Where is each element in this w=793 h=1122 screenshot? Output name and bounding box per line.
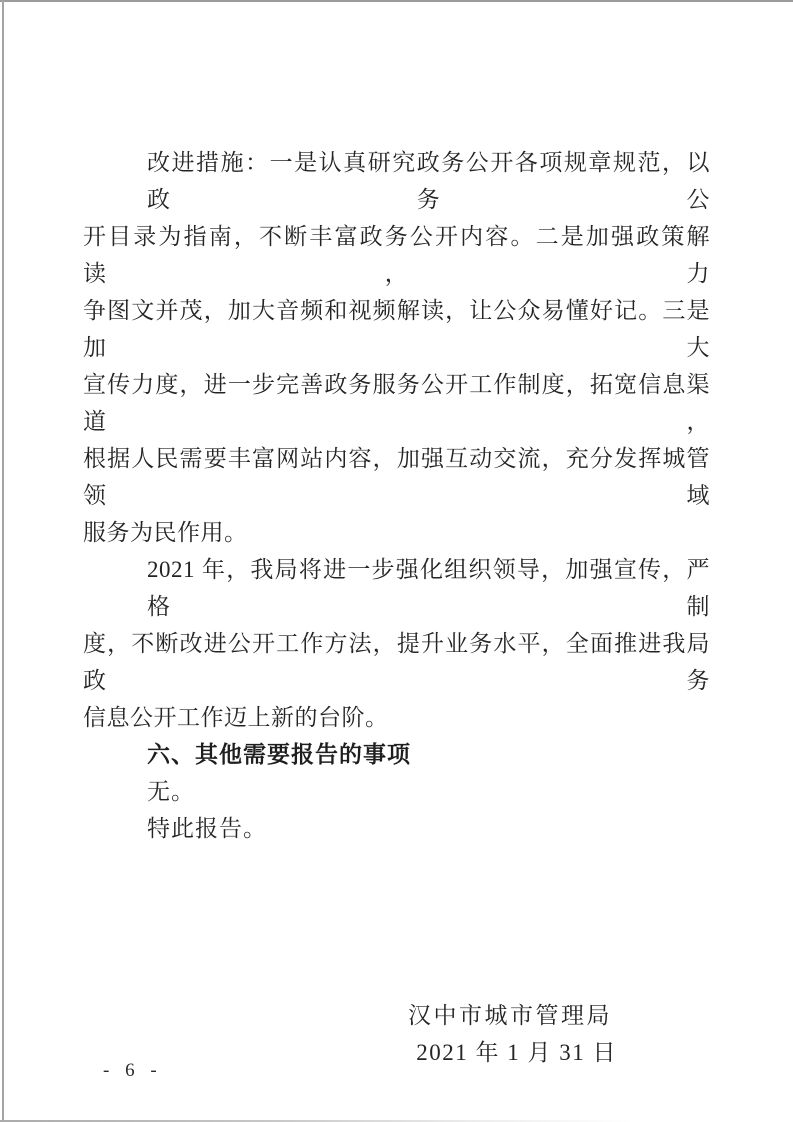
signature-date: 2021 年 1 月 31 日	[416, 1040, 617, 1065]
paragraph-line: 度，不断改进公开工作方法，提升业务水平，全面推进我局政务	[83, 631, 710, 693]
document-body	[83, 144, 710, 1072]
closing-statement: 特此报告。	[147, 816, 267, 841]
signature-organization: 汉中市城市管理局	[408, 1003, 612, 1028]
scan-edge-top	[0, 0, 793, 2]
signature-block	[83, 997, 710, 1072]
paragraph-line: 根据人民需要丰富网站内容，加强互动交流，充分发挥城管领域	[83, 446, 710, 508]
paragraph-line: 2021 年，我局将进一步强化组织领导，加强宣传，严格制	[147, 557, 710, 619]
paragraph-line: 改进措施：一是认真研究政务公开各项规章规范，以政务公	[147, 150, 710, 212]
paragraph-line: 开目录为指南，不断丰富政务公开内容。二是加强政策解读，力	[83, 224, 710, 286]
paragraph-improvement-measures	[83, 144, 710, 551]
paragraph-line: 争图文并茂，加大音频和视频解读，让公众易懂好记。三是加大	[83, 298, 710, 360]
paragraph-line: 宣传力度，进一步完善政务服务公开工作制度，拓宽信息渠道，	[83, 372, 710, 434]
paragraph-line: 服务为民作用。	[83, 520, 248, 545]
paragraph-2021-outlook	[83, 551, 710, 736]
section-heading: 六、其他需要报告的事项	[147, 741, 411, 767]
scan-edge-left	[2, 0, 4, 1122]
none-statement: 无。	[147, 779, 195, 804]
paragraph-line: 信息公开工作迈上新的台阶。	[83, 705, 389, 730]
page-number: - 6 -	[103, 1060, 161, 1081]
